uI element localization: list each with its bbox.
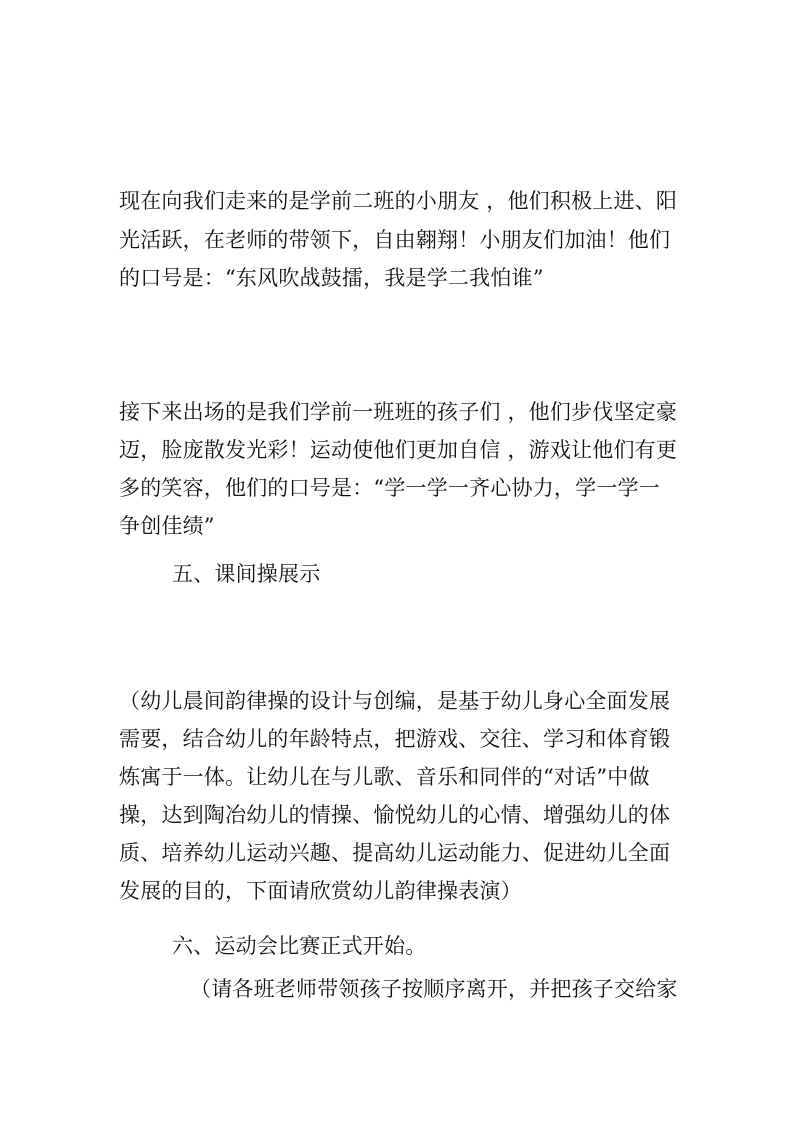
paragraph-4-line-1: （请各班老师带领孩子按顺序离开，并把孩子交给家 — [190, 977, 678, 1001]
paragraph-3-line-3: 炼寓于一体。让幼儿在与儿歌、音乐和同伴的“对话”中做 — [119, 765, 650, 789]
paragraph-2-line-1: 接下来出场的是我们学前一班班的孩子们 ，他们步伐坚定豪 — [119, 400, 678, 424]
paragraph-1-line-1: 现在向我们走来的是学前二班的小朋友 ，他们积极上进、阳 — [119, 189, 678, 213]
paragraph-3-line-4: 操，达到陶冶幼儿的情操、愉悦幼儿的心情、增强幼儿的体 — [119, 803, 671, 827]
paragraph-2-line-2: 迈，脸庞散发光彩！运动使他们更加自信 ，游戏让他们有更 — [119, 438, 678, 462]
paragraph-3-line-6: 发展的目的，下面请欣赏幼儿韵律操表演） — [119, 879, 522, 903]
section-heading-5: 五、课间操展示 — [172, 562, 321, 586]
paragraph-3-line-5: 质、培养幼儿运动兴趣、提高幼儿运动能力、促进幼儿全面 — [119, 841, 671, 865]
paragraph-2-line-3: 多的笑容，他们的口号是：“学一学一齐心协力，学一学一 — [119, 476, 660, 500]
section-heading-6: 六、运动会比赛正式开始。 — [172, 934, 427, 958]
paragraph-1-line-2: 光活跃，在老师的带领下，自由翱翔！小朋友们加油！他们 — [119, 228, 671, 252]
paragraph-1-line-3: 的口号是：“东风吹战鼓擂，我是学二我怕谁” — [119, 266, 544, 290]
paragraph-2-line-4: 争创佳绩” — [119, 514, 215, 538]
paragraph-3-line-2: 需要，结合幼儿的年龄特点，把游戏、交往、学习和体育锻 — [119, 727, 671, 751]
paragraph-3-line-1: （幼儿晨间韵律操的设计与创编，是基于幼儿身心全面发展 — [119, 689, 671, 713]
